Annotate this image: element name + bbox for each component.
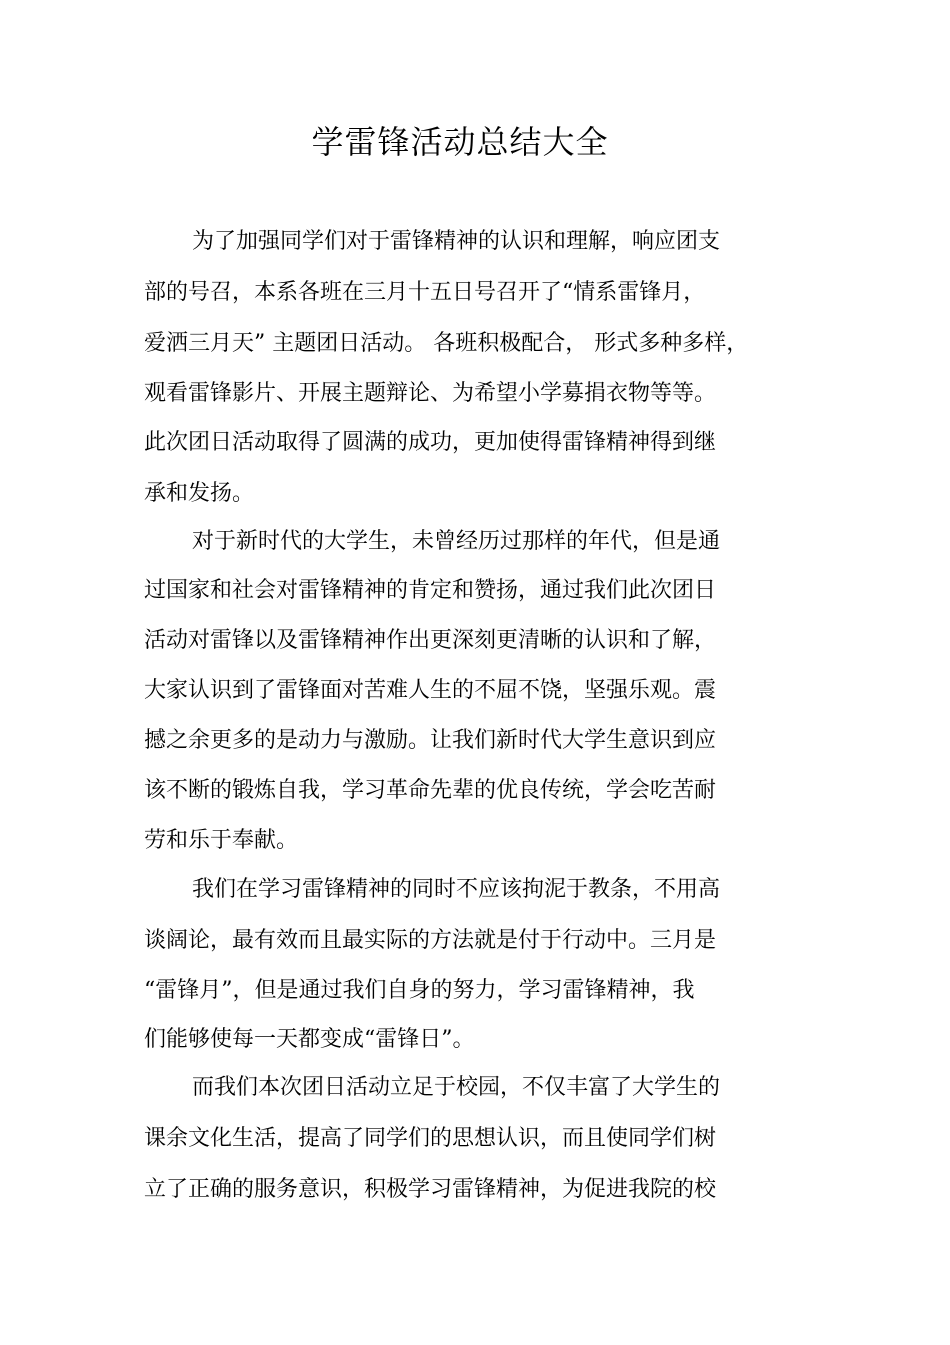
paragraph-2-line-4: 大家认识到了雷锋面对苦难人生的不屈不饶，坚强乐观。震 <box>144 678 717 703</box>
paragraph-1-line-5: 此次团日活动取得了圆满的成功，更加使得雷锋精神得到继 <box>144 430 717 455</box>
paragraph-2-line-6: 该不断的锻炼自我，学习革命先辈的优良传统，学会吃苦耐 <box>144 778 717 803</box>
paragraph-3-line-3: “雷锋月”，但是通过我们自身的努力，学习雷锋精神，我 <box>144 978 695 1003</box>
paragraph-2-line-7: 劳和乐于奉献。 <box>144 828 299 853</box>
paragraph-2-line-5: 撼之余更多的是动力与激励。让我们新时代大学生意识到应 <box>144 728 717 753</box>
paragraph-1-line-1: 为了加强同学们对于雷锋精神的认识和理解，响应团支 <box>192 229 721 254</box>
paragraph-1-line-2: 部的号召，本系各班在三月十五日号召开了“情系雷锋月， <box>144 280 706 305</box>
paragraph-1-line-4: 观看雷锋影片、开展主题辩论、为希望小学募捐衣物等等。 <box>144 381 717 406</box>
paragraph-4-line-3: 立了正确的服务意识，积极学习雷锋精神，为促进我院的校 <box>144 1177 717 1202</box>
paragraph-2-line-2: 过国家和社会对雷锋精神的肯定和赞扬，通过我们此次团日 <box>144 578 717 603</box>
paragraph-3-line-1: 我们在学习雷锋精神的同时不应该拘泥于教条，不用高 <box>192 877 721 902</box>
paragraph-1-line-6: 承和发扬。 <box>144 481 255 506</box>
paragraph-3-line-2: 谈阔论，最有效而且最实际的方法就是付于行动中。三月是 <box>144 928 717 953</box>
paragraph-4-line-1: 而我们本次团日活动立足于校园，不仅丰富了大学生的 <box>192 1075 721 1100</box>
document-title: 学雷锋活动总结大全 <box>311 123 609 161</box>
paragraph-2-line-3: 活动对雷锋以及雷锋精神作出更深刻更清晰的认识和了解， <box>144 628 717 653</box>
paragraph-4-line-2: 课余文化生活，提高了同学们的思想认识，而且使同学们树 <box>144 1126 717 1151</box>
paragraph-1-line-3: 爱洒三月天” 主题团日活动。 各班积极配合， 形式多种多样， <box>144 331 749 356</box>
paragraph-3-line-4: 们能够使每一天都变成“雷锋日”。 <box>144 1027 475 1052</box>
paragraph-2-line-1: 对于新时代的大学生，未曾经历过那样的年代，但是通 <box>192 529 721 554</box>
